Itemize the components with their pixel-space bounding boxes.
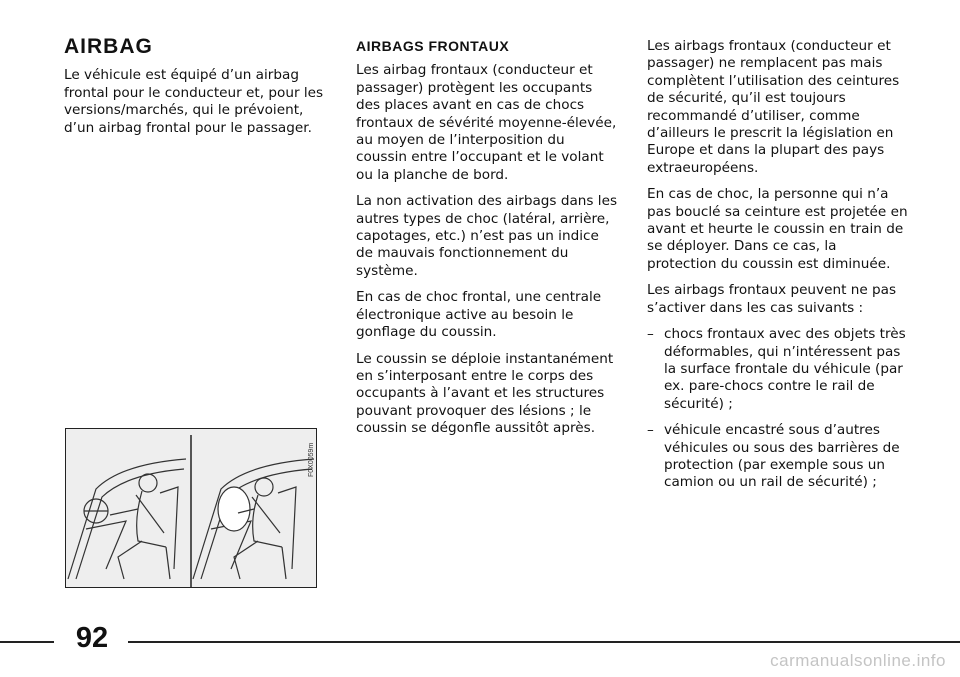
footer-rule	[0, 641, 54, 643]
paragraph: En cas de choc, la personne qui n’a pas bouclé sa ceinture est projetée en avant et heurte le coussin en train de se déployer. Dans ce cas, la protection du coussin est diminuée.	[647, 186, 908, 272]
paragraph: Le coussin se déploie instantanément en s’interposant entre le corps des occupants à l’avant et les structures pouvant provoquer des lésions ; le coussin se dégonfle aussitôt après.	[356, 350, 614, 437]
paragraph: En cas de choc frontal, une centrale électronique active au besoin le gonflage du coussin.	[356, 289, 602, 341]
paragraph: Les airbags frontaux peuvent ne pas s’activer dans les cas suivants :	[647, 282, 897, 316]
page-title: AIRBAG	[64, 35, 153, 58]
paragraph: La non activation des airbags dans les autres types de choc (latéral, arrière, capotages, etc.) n’est pas un indice de mauvais fonctionnement du système.	[356, 193, 618, 279]
list-item-text: chocs frontaux avec des objets très déformables, qui n’intéressent pas la surface frontale du véhicule (par ex. pare-chocs contre le rail de sécurité) ;	[664, 326, 906, 412]
list-dash: –	[647, 326, 654, 343]
column-middle	[356, 38, 618, 447]
page-number: 92	[75, 622, 109, 654]
section-title: AIRBAGS FRONTAUX	[356, 38, 510, 54]
airbag-illustration	[65, 428, 317, 588]
column-left	[64, 35, 326, 146]
watermark: carmanualsonline.info	[770, 651, 946, 670]
paragraph: Les airbags frontaux (conducteur et passager) ne remplacent pas mais complètent l’utilisation des ceintures de sécurité, qu’il est toujours recommandé d’utiliser, comme d’ailleurs le prescrit la législation en Europe et dans la plupart des pays extraeuropéens.	[647, 38, 900, 176]
column-right	[647, 38, 909, 501]
non-activation-list	[647, 326, 909, 492]
footer-rule	[128, 641, 960, 643]
list-item	[647, 422, 909, 492]
list-item	[647, 326, 909, 413]
intro-paragraph: Le véhicule est équipé d’un airbag frontal pour le conducteur et, pour les versions/marchés, qui le prévoient, d’un airbag frontal pour le passager.	[64, 67, 324, 136]
paragraph: Les airbag frontaux (conducteur et passager) protègent les occupants des places avant en cas de chocs frontaux de sévérité moyenne-élevée, au moyen de l’interposition du coussin entre l’occupant et le volant ou la planche de bord.	[356, 62, 617, 183]
figure-code: F0X0059m	[308, 442, 315, 477]
list-item-text: véhicule encastré sous d’autres véhicules ou sous des barrières de protection (par exemple sous un camion ou un rail de sécurité) ;	[664, 422, 900, 491]
list-dash: –	[647, 422, 654, 439]
airbag-deployment-drawing	[66, 429, 316, 587]
